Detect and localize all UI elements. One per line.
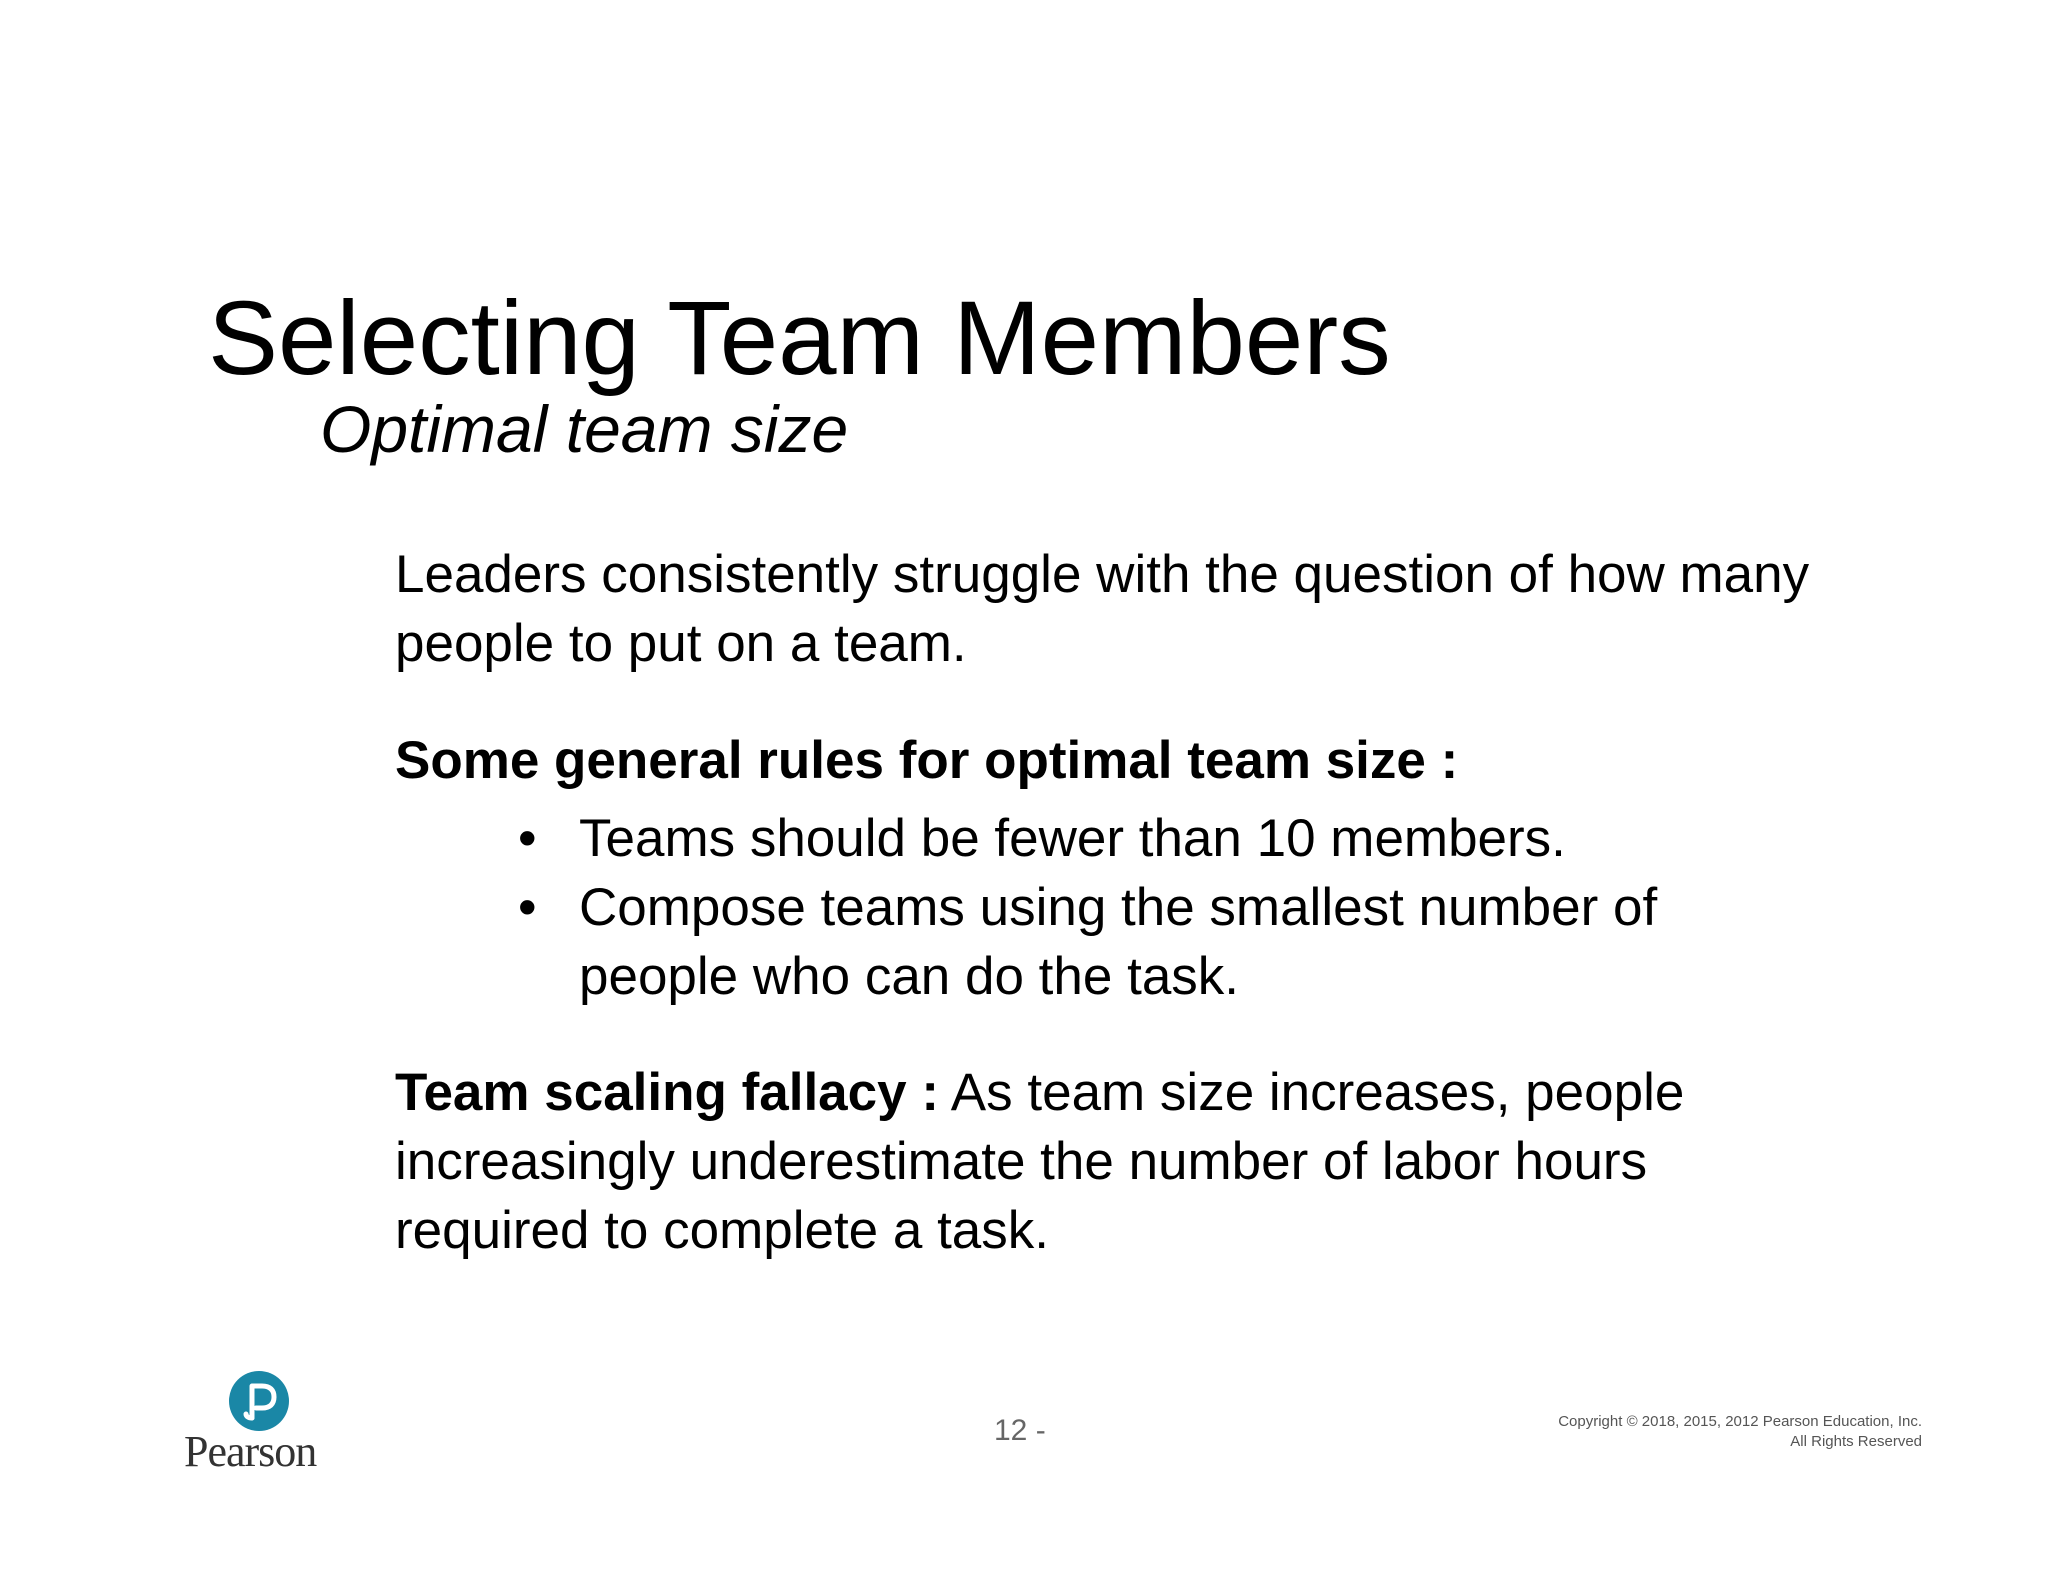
page-number: 12 -: [994, 1414, 1046, 1447]
fallacy-definition: As team size increases, people increasingly underestimate the number of labor hours required to complete a task.: [395, 1063, 1685, 1260]
slide-title: Selecting Team Members: [208, 280, 1391, 397]
pearson-wordmark: Pearson: [184, 1427, 317, 1476]
pearson-p-logo-icon: [228, 1370, 290, 1432]
copyright-line: Copyright © 2018, 2015, 2012 Pearson Education, Inc.: [1558, 1413, 1922, 1430]
list-item-text: Compose teams using the smallest number of people who can do the task.: [579, 878, 1658, 1006]
rules-heading: Some general rules for optimal team size :: [395, 731, 1459, 790]
pearson-logo: [184, 1370, 332, 1474]
fallacy-term: Team scaling fallacy :: [395, 1063, 939, 1122]
list-item-text: Teams should be fewer than 10 members.: [579, 809, 1566, 868]
copyright-notice: [1558, 1412, 1922, 1452]
list-item: [518, 804, 1778, 873]
list-item: [518, 873, 1778, 1011]
rights-line: All Rights Reserved: [1790, 1433, 1922, 1450]
fallacy-paragraph: [395, 1058, 1815, 1265]
rules-list: [518, 804, 1778, 1011]
bullet-icon: •: [518, 878, 537, 937]
bullet-icon: •: [518, 809, 537, 868]
slide-subtitle: Optimal team size: [320, 392, 849, 466]
intro-paragraph: Leaders consistently struggle with the question of how many people to put on a team.: [395, 545, 1810, 673]
